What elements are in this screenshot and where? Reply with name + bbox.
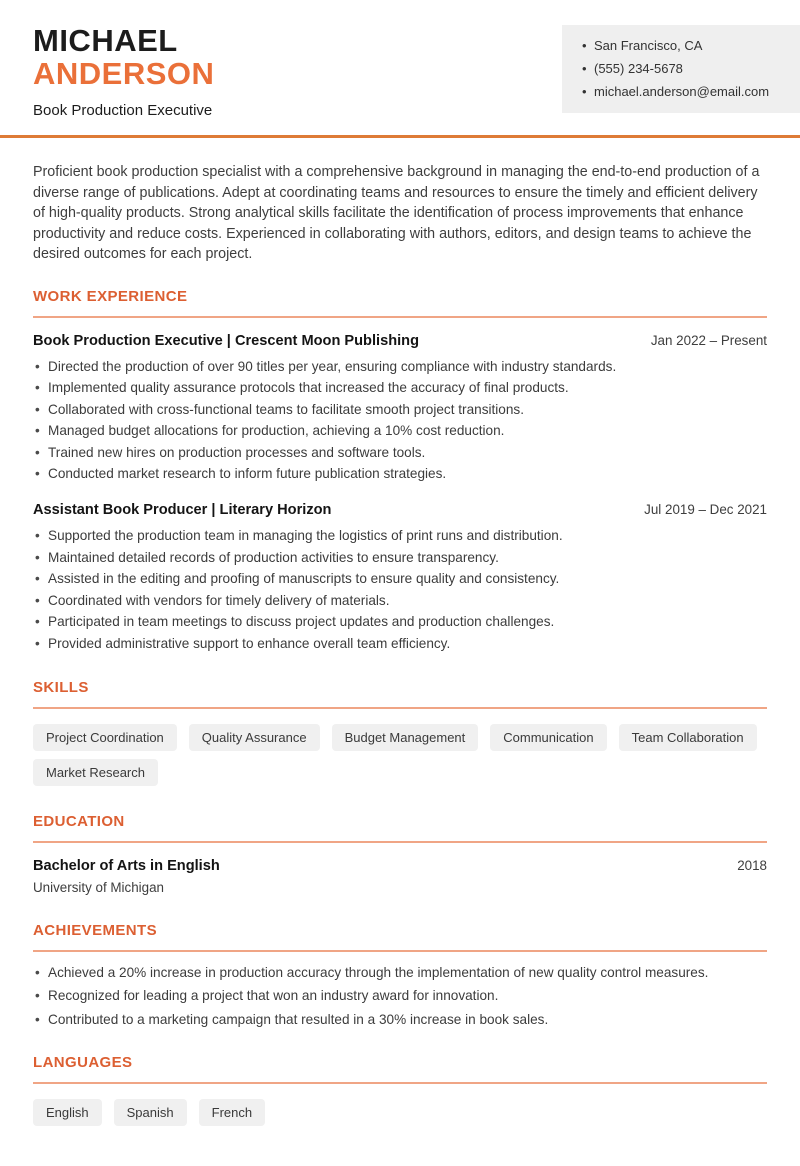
section-achievements <box>33 922 767 1028</box>
section-work-experience <box>33 288 767 652</box>
language-tag: Spanish <box>114 1099 187 1126</box>
education-entry <box>33 858 767 874</box>
skills-tag-list <box>33 724 767 786</box>
language-tag: French <box>199 1099 265 1126</box>
degree-title: Bachelor of Arts in English <box>33 857 220 874</box>
skill-tag: Communication <box>490 724 606 751</box>
skills-heading: SKILLS <box>33 679 767 709</box>
job-bullet: • Coordinated with vendors for timely delivery of materials. <box>33 593 767 609</box>
job-entry <box>33 502 767 652</box>
contact-phone: • (555) 234-5678 <box>582 61 786 77</box>
header-job-title: Book Production Executive <box>33 102 213 119</box>
job-bullet: • Directed the production of over 90 titles per year, ensuring compliance with industry standards. <box>33 359 767 375</box>
graduation-year: 2018 <box>737 857 767 873</box>
work-experience-heading: WORK EXPERIENCE <box>33 288 767 318</box>
job-bullet-list <box>33 359 767 483</box>
languages-heading: LANGUAGES <box>33 1054 767 1084</box>
summary-paragraph: Proficient book production specialist with a comprehensive background in managing the end-to-end production of a diverse range of publications. Adept at coordinating teams and resources to ensure the timely and efficient delivery of high-quality products. Strong analytical skills facilitate the identification of process improvements that enhance productivity and reduce costs. Experienced in collaborating with authors, editors, and design teams to achieve the desired outcomes for each project. <box>33 164 760 262</box>
name-block <box>33 24 214 119</box>
contact-location: • San Francisco, CA <box>582 38 786 54</box>
achievement-bullet-list <box>33 965 767 1028</box>
skill-tag: Budget Management <box>332 724 479 751</box>
contact-card <box>562 25 800 113</box>
job-bullet: • Assisted in the editing and proofing of manuscripts to ensure quality and consistency. <box>33 571 767 587</box>
contact-list <box>582 38 786 100</box>
job-bullet: • Supported the production team in managing the logistics of print runs and distribution. <box>33 528 767 544</box>
section-languages <box>33 1054 767 1126</box>
skill-tag: Team Collaboration <box>619 724 757 751</box>
resume-body <box>0 162 800 1166</box>
job-bullet-list <box>33 528 767 652</box>
job-title: Book Production Executive | Crescent Moon Publishing <box>33 332 420 349</box>
resume-header <box>0 0 800 138</box>
school-name: University of Michigan <box>33 879 164 895</box>
job-dates: Jan 2022 – Present <box>650 332 767 348</box>
first-name: MICHAEL <box>33 23 178 58</box>
job-bullet: • Maintained detailed records of production activities to ensure transparency. <box>33 550 767 566</box>
job-bullet: • Managed budget allocations for production, achieving a 10% cost reduction. <box>33 423 767 439</box>
languages-tag-list <box>33 1099 767 1126</box>
job-title: Assistant Book Producer | Literary Horizon <box>33 502 332 519</box>
job-bullet: • Conducted market research to inform future publication strategies. <box>33 466 767 482</box>
last-name: ANDERSON <box>33 56 215 91</box>
section-skills <box>33 679 767 786</box>
job-bullet: • Collaborated with cross-functional teams to facilitate smooth project transitions. <box>33 402 767 418</box>
language-tag: English <box>33 1099 102 1126</box>
job-entry <box>33 333 767 483</box>
education-heading: EDUCATION <box>33 813 767 843</box>
skill-tag: Market Research <box>33 759 158 786</box>
achievement-bullet: • Contributed to a marketing campaign that resulted in a 30% increase in book sales. <box>33 1012 767 1028</box>
job-dates: Jul 2019 – Dec 2021 <box>644 502 767 518</box>
job-bullet: • Provided administrative support to enhance overall team efficiency. <box>33 636 767 652</box>
achievement-bullet: • Recognized for leading a project that won an industry award for innovation. <box>33 988 767 1004</box>
achievements-heading: ACHIEVEMENTS <box>33 922 767 952</box>
job-bullet: • Participated in team meetings to discuss project updates and production challenges. <box>33 614 767 630</box>
contact-email: • michael.anderson@email.com <box>582 84 786 100</box>
job-bullet: • Trained new hires on production processes and software tools. <box>33 445 767 461</box>
job-header <box>33 333 767 349</box>
skill-tag: Quality Assurance <box>189 724 320 751</box>
job-bullet: • Implemented quality assurance protocols that increased the accuracy of final products. <box>33 380 767 396</box>
achievement-bullet: • Achieved a 20% increase in production accuracy through the implementation of new quality control measures. <box>33 965 767 981</box>
job-header <box>33 502 767 518</box>
section-education <box>33 813 767 895</box>
skill-tag: Project Coordination <box>33 724 177 751</box>
